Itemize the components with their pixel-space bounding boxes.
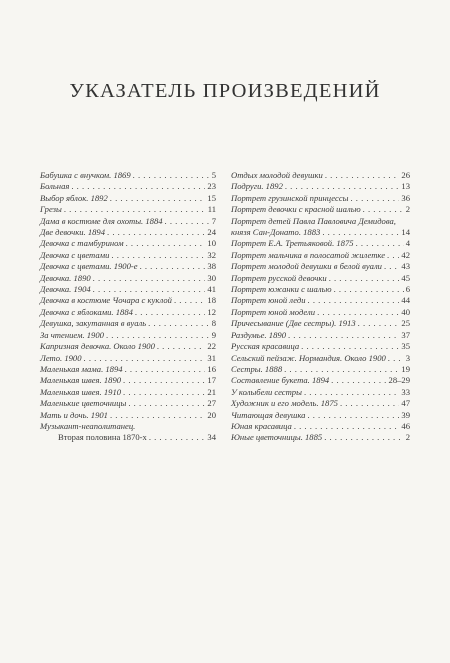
dot-leader [288, 330, 399, 341]
page-number: 46 [401, 420, 410, 431]
index-entry [231, 204, 410, 215]
entry-title: Девочка с яблоками. 1884 [40, 306, 133, 317]
dot-leader [358, 318, 400, 329]
entry-title: князя Сан-Донато. 1883 [231, 227, 321, 238]
index-entry [40, 330, 216, 341]
index-entry [40, 375, 216, 386]
index-entry [40, 216, 216, 227]
page-number: 4 [405, 238, 410, 249]
entry-title: Подруги. 1892 [231, 181, 283, 192]
page-number: 5 [211, 170, 216, 180]
index-entry [40, 204, 216, 215]
page-number: 40 [401, 306, 410, 317]
page-number: 2 [405, 204, 410, 215]
entry-title: Мать и дочь. 1901 [40, 409, 108, 420]
index-entry [40, 307, 216, 318]
dot-leader [125, 364, 206, 375]
page-number: 32 [207, 249, 216, 260]
entry-title: У колыбели сестры [231, 386, 302, 397]
entry-title: Юная красавица [231, 420, 292, 431]
entry-title: Сестры. 1888 [231, 363, 283, 374]
dot-leader [363, 204, 404, 215]
dot-leader [387, 250, 399, 261]
dot-leader [71, 181, 205, 192]
dot-leader [93, 273, 206, 284]
dot-leader [294, 421, 400, 432]
entry-title: Отдых молодой девушки [231, 170, 323, 180]
entry-title: Раздумье. 1890 [231, 329, 286, 340]
page-number: 26 [401, 170, 410, 180]
index-entry [231, 284, 410, 295]
index-entry [40, 227, 216, 238]
dot-leader [126, 238, 206, 249]
dot-leader [174, 295, 205, 306]
dot-leader [149, 432, 206, 443]
page-number: 9 [211, 329, 216, 340]
page-number: 2 [405, 432, 410, 443]
index-entry [231, 330, 410, 341]
dot-leader [84, 353, 206, 364]
index-entry [231, 375, 410, 386]
page-number: 19 [401, 363, 410, 374]
index-entry [40, 387, 216, 398]
entry-title: Портрет южанки с шалью [231, 284, 332, 295]
dot-leader [329, 273, 400, 284]
dot-leader [111, 250, 205, 261]
index-entry [40, 341, 216, 352]
page-number: 20 [207, 409, 216, 420]
index-entry [231, 318, 410, 329]
page-number: 33 [401, 386, 410, 397]
entry-title: За чтением. 1900 [40, 329, 104, 340]
index-entry [40, 170, 216, 181]
entry-title: Девочка. 1890 [40, 272, 91, 283]
page-number: 11 [207, 204, 216, 215]
entry-title: Маленькая швея. 1890 [40, 375, 122, 386]
page-number: 6 [405, 284, 410, 295]
page-number: 7 [211, 215, 216, 226]
entry-title: Девочка с тамбурином [40, 238, 124, 249]
entry-title: Девушка, закутанная в вуаль [40, 318, 147, 329]
index-entry [231, 341, 410, 352]
index-entry [40, 295, 216, 306]
entry-title: Грезы [40, 204, 62, 215]
dot-leader [148, 318, 210, 329]
dot-leader [157, 341, 206, 352]
index-entry [40, 410, 216, 421]
page-number: 27 [207, 398, 216, 409]
dot-leader [340, 398, 399, 409]
page-number: 21 [207, 386, 216, 397]
dot-leader [284, 364, 399, 375]
page-number: 15 [207, 192, 216, 203]
dot-leader [350, 193, 399, 204]
index-entry [40, 193, 216, 204]
page-number: 12 [207, 306, 216, 317]
page-number: 24 [207, 227, 216, 238]
dot-leader [317, 307, 399, 318]
entry-title: Сельский пейзаж. Нормандия. Около 1900 [231, 352, 386, 363]
index-entry [40, 238, 216, 249]
entry-title: Больная [40, 181, 70, 192]
page-number: 14 [401, 227, 410, 238]
page-number: 43 [401, 261, 410, 272]
page-number: 10 [207, 238, 216, 249]
index-column-left [40, 170, 216, 444]
page-number: 22 [207, 341, 216, 352]
page-title: УКАЗАТЕЛЬ ПРОИЗВЕДЕНИЙ [69, 80, 381, 102]
index-entry [231, 250, 410, 261]
dot-leader [128, 398, 205, 409]
dot-leader [110, 193, 206, 204]
dot-leader [123, 375, 205, 386]
page-number: 28–29 [388, 375, 410, 386]
page-number: 35 [401, 341, 410, 352]
index-entry [231, 432, 410, 443]
dot-leader [133, 170, 210, 181]
dot-leader [304, 387, 399, 398]
page-number: 3 [405, 352, 410, 363]
dot-leader [322, 227, 399, 238]
dot-leader [140, 261, 206, 272]
dot-leader [384, 261, 399, 272]
index-entry [231, 364, 410, 375]
entry-title: Выбор яблок. 1892 [40, 192, 108, 203]
entry-title: Девочка с цветами [40, 249, 110, 260]
entry-title: Русская красавица [231, 341, 300, 352]
index-entry [231, 227, 410, 238]
page-number: 47 [401, 398, 410, 409]
dot-leader [334, 284, 404, 295]
page-number: 37 [401, 329, 410, 340]
page-number: 41 [207, 284, 216, 295]
page-number: 25 [401, 318, 410, 329]
dot-leader [308, 295, 400, 306]
dot-leader [388, 353, 404, 364]
dot-leader [106, 330, 210, 341]
page-number: 17 [207, 375, 216, 386]
index-entry [40, 432, 216, 443]
dot-leader [331, 375, 386, 386]
entry-title: Бабушка с внучком. 1869 [40, 170, 131, 180]
page-number: 16 [207, 363, 216, 374]
index-entry [231, 353, 410, 364]
page-number: 31 [207, 352, 216, 363]
index-entry [40, 364, 216, 375]
dot-leader [64, 204, 206, 215]
entry-title: Девочка с цветами. 1900-е [40, 261, 138, 272]
index-entry [231, 261, 410, 272]
entry-title: Маленькая мама. 1894 [40, 363, 123, 374]
page-number: 18 [207, 295, 216, 306]
entry-title: Две девочки. 1894 [40, 227, 106, 238]
index-entry [40, 250, 216, 261]
page-number: 42 [401, 249, 410, 260]
page-number: 44 [401, 295, 410, 306]
index-entry [231, 307, 410, 318]
entry-title: Портрет мальчика в полосатой жилетке [231, 249, 386, 260]
index-entry [231, 170, 410, 181]
index-entry [231, 387, 410, 398]
entry-title: Юные цветочницы. 1885 [231, 432, 323, 443]
entry-title: Портрет русской девочки [231, 272, 327, 283]
page-number: 34 [207, 432, 216, 443]
page-number: 8 [211, 318, 216, 329]
index-entry [231, 273, 410, 284]
index-entry [231, 238, 410, 249]
dot-leader [307, 410, 399, 421]
page-number: 30 [207, 272, 216, 283]
entry-title: Портрет детей Павла Павловича Демидова, [231, 215, 396, 226]
entry-title: Дама в костюме для охоты. 1884 [40, 215, 163, 226]
index-entry [231, 181, 410, 192]
index-entry [231, 421, 410, 432]
entry-title: Девочка в костюме Чочара с куклой [40, 295, 172, 306]
index-entry [40, 398, 216, 409]
index-entry [40, 318, 216, 329]
dot-leader [325, 170, 400, 181]
dot-leader [110, 410, 205, 421]
index-entry [231, 193, 410, 204]
dot-leader [356, 238, 404, 249]
index-column-right [231, 170, 410, 444]
dot-leader [107, 227, 205, 238]
page-number: 45 [401, 272, 410, 283]
dot-leader [165, 216, 210, 227]
dot-leader [324, 432, 404, 443]
dot-leader [285, 181, 400, 192]
entry-title: Музыкант-неаполитанец. [40, 420, 136, 431]
dot-leader [93, 284, 206, 295]
entry-title: Портрет юной леди [231, 295, 306, 306]
page-number: 13 [401, 181, 410, 192]
page-number: 39 [401, 409, 410, 420]
entry-title: Портрет девочки с красной шалью [231, 204, 361, 215]
page-number: 36 [401, 192, 410, 203]
index-entry [40, 353, 216, 364]
entry-title: Маленькая швея. 1910 [40, 386, 122, 397]
index-entry [40, 284, 216, 295]
index-entry [40, 421, 216, 432]
entry-title: Портрет Е.А. Третьяковой. 1875 [231, 238, 354, 249]
index-entry [40, 261, 216, 272]
page-number: 23 [207, 181, 216, 192]
dot-leader [135, 307, 205, 318]
entry-title: Составление букета. 1894 [231, 375, 330, 386]
index-entry [231, 398, 410, 409]
index-entry [40, 273, 216, 284]
entry-title: Капризная девочка. Около 1900 [40, 341, 155, 352]
index-entry [231, 295, 410, 306]
entry-title: Причесывание (Две сестры). 1913 [231, 318, 356, 329]
entry-title: Маленькие цветочницы [40, 398, 127, 409]
dot-leader [301, 341, 399, 352]
index-entry [231, 216, 410, 227]
entry-title: Вторая половина 1870-х [58, 432, 147, 443]
page-number: 38 [207, 261, 216, 272]
entry-title: Девочка. 1904 [40, 284, 91, 295]
dot-leader [123, 387, 205, 398]
entry-title: Портрет юной модели [231, 306, 316, 317]
entry-title: Портрет грузинской принцессы [231, 192, 349, 203]
entry-title: Лето. 1900 [40, 352, 82, 363]
index-entry [40, 181, 216, 192]
index-entry [231, 410, 410, 421]
entry-title: Читающая девушка [231, 409, 306, 420]
entry-title: Художник и его модель. 1875 [231, 398, 338, 409]
entry-title: Портрет молодой девушки в белой вуали [231, 261, 382, 272]
